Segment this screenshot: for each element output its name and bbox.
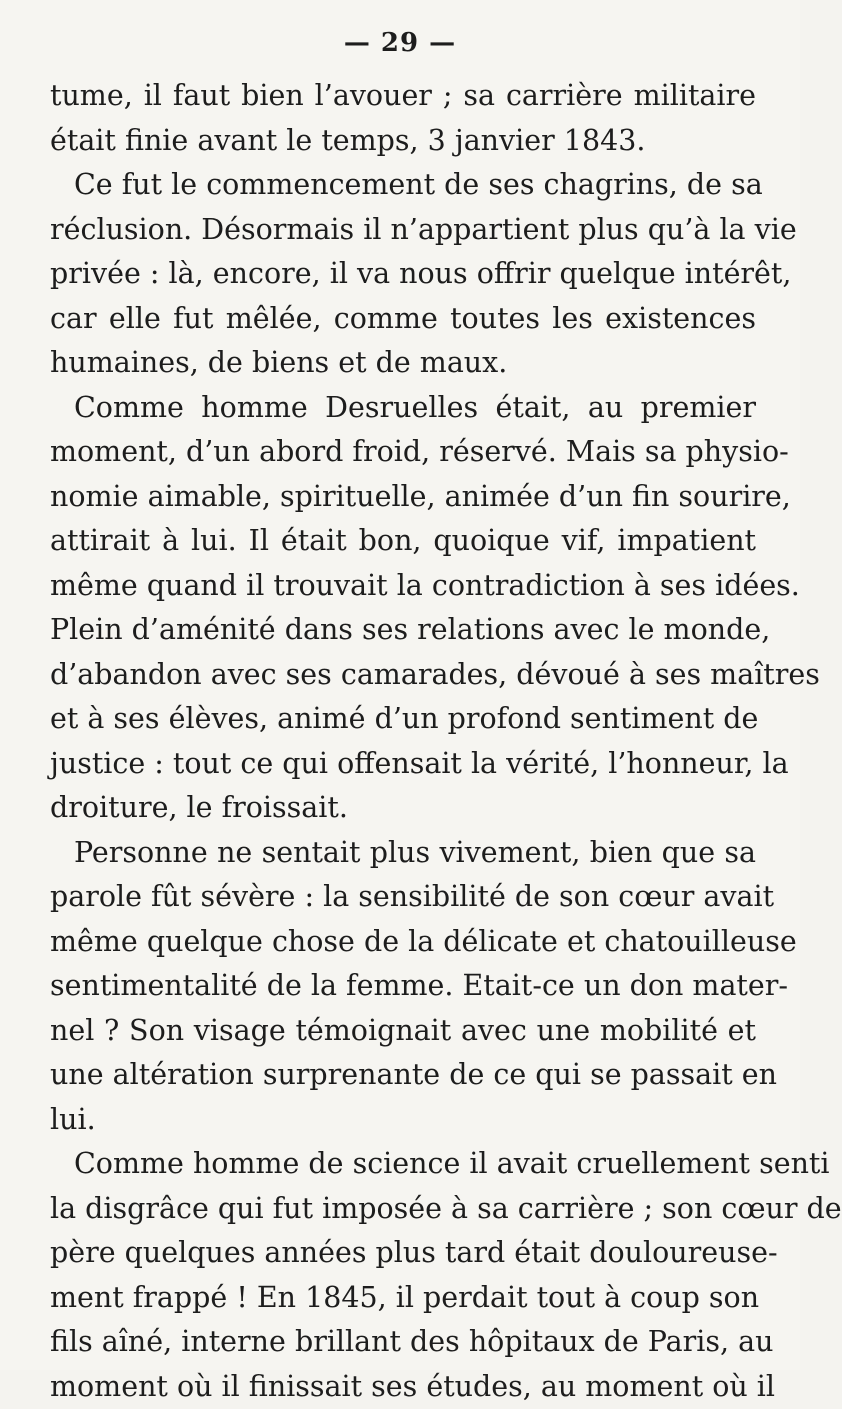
paragraph xyxy=(50,163,756,386)
text-line: une altération surprenante de ce qui se passait en xyxy=(50,1053,756,1098)
text-line: d’abandon avec ses camarades, dévoué à ses maîtres xyxy=(50,653,756,698)
text-line: sentimentalité de la femme. Etait-ce un don mater- xyxy=(50,964,756,1009)
page-number: — 29 — xyxy=(0,28,800,58)
text-line: Comme homme de science il avait cruellement senti xyxy=(50,1142,756,1187)
text-line: et à ses élèves, animé d’un profond sentiment de xyxy=(50,697,756,742)
text-line: tume, il faut bien l’avouer ; sa carrière militaire xyxy=(50,74,756,119)
text-line: nomie aimable, spirituelle, animée d’un fin sourire, xyxy=(50,475,756,520)
text-line: privée : là, encore, il va nous offrir quelque intérêt, xyxy=(50,252,756,297)
paragraph xyxy=(50,386,756,831)
text-line: même quelque chose de la délicate et chatouilleuse xyxy=(50,920,756,965)
page-text xyxy=(50,74,756,1409)
text-line: était finie avant le temps, 3 janvier 1843. xyxy=(50,119,756,164)
text-line: parole fût sévère : la sensibilité de son cœur avait xyxy=(50,875,756,920)
paragraph xyxy=(50,74,756,163)
text-line: la disgrâce qui fut imposée à sa carrière ; son cœur de xyxy=(50,1187,756,1232)
text-line: lui. xyxy=(50,1098,756,1143)
text-line: ment frappé ! En 1845, il perdait tout à coup son xyxy=(50,1276,756,1321)
text-line: droiture, le froissait. xyxy=(50,786,756,831)
text-line: nel ? Son visage témoignait avec une mobilité et xyxy=(50,1009,756,1054)
paragraph xyxy=(50,1142,756,1409)
text-line: moment, d’un abord froid, réservé. Mais sa physio- xyxy=(50,430,756,475)
paragraph xyxy=(50,831,756,1143)
text-line: moment où il finissait ses études, au moment où il xyxy=(50,1365,756,1409)
text-line: Plein d’aménité dans ses relations avec le monde, xyxy=(50,608,756,653)
text-line: Personne ne sentait plus vivement, bien que sa xyxy=(50,831,756,876)
text-line: justice : tout ce qui offensait la vérité, l’honneur, la xyxy=(50,742,756,787)
text-line: Ce fut le commencement de ses chagrins, de sa xyxy=(50,163,756,208)
text-line: attirait à lui. Il était bon, quoique vif, impatient xyxy=(50,519,756,564)
text-line: Comme homme Desruelles était, au premier xyxy=(50,386,756,431)
text-line: réclusion. Désormais il n’appartient plus qu’à la vie xyxy=(50,208,756,253)
text-line: car elle fut mêlée, comme toutes les existences xyxy=(50,297,756,342)
text-line: même quand il trouvait la contradiction à ses idées. xyxy=(50,564,756,609)
text-line: fils aîné, interne brillant des hôpitaux de Paris, au xyxy=(50,1320,756,1365)
text-line: humaines, de biens et de maux. xyxy=(50,341,756,386)
text-line: père quelques années plus tard était douloureuse- xyxy=(50,1231,756,1276)
